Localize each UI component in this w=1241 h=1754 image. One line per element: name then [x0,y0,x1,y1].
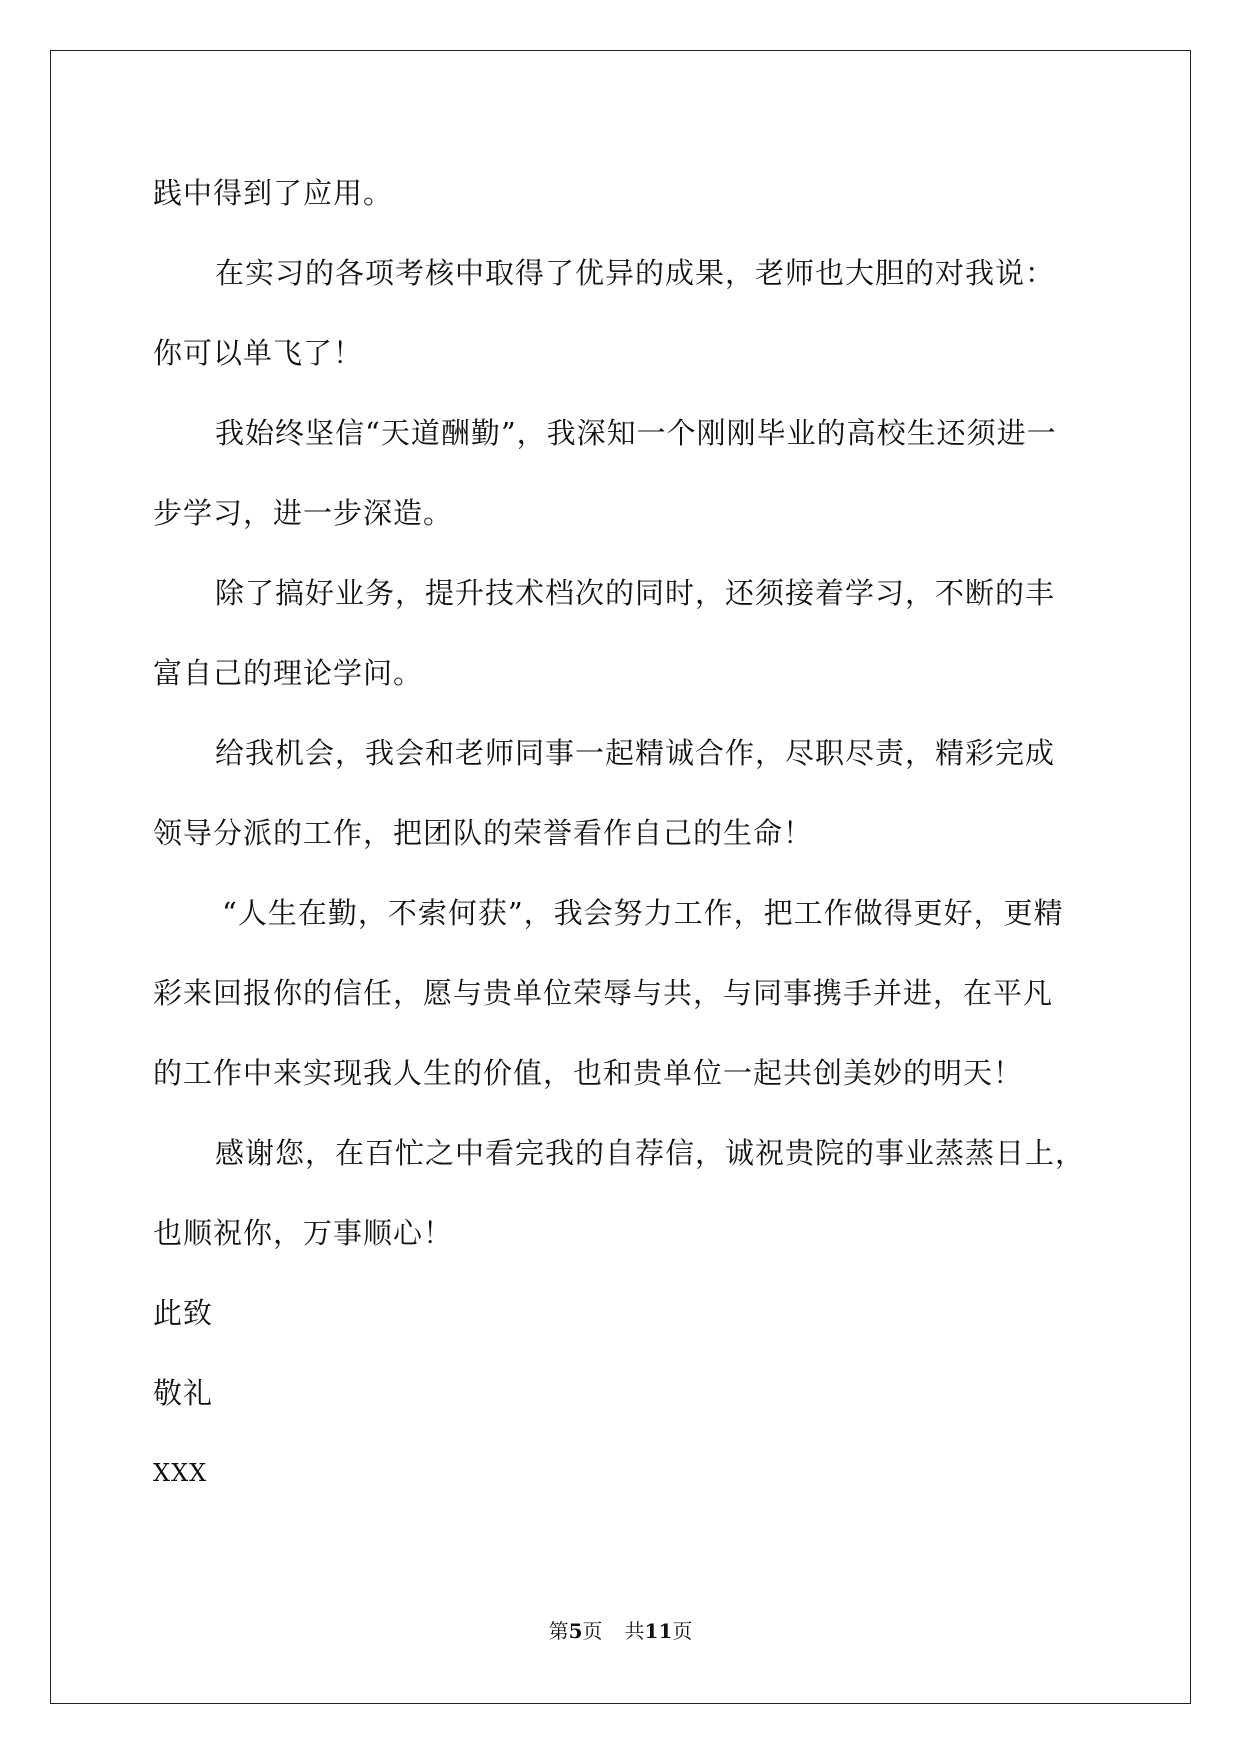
page-total: 11 [644,1619,673,1643]
total-prefix: 共 [624,1619,645,1643]
signature-name: XXX [153,1459,208,1487]
closing-salutation: 此致 [153,1296,214,1330]
paragraph-start-line: 除了搞好业务，提升技术档次的同时，还须接着学习，不断的丰 [215,576,1056,610]
paragraph-start-line: 感谢您，在百忙之中看完我的自荐信，诚祝贵院的事业蒸蒸日上， [215,1136,1086,1170]
text-line: 步学习，进一步深造。 [153,496,454,530]
paragraph-start-line: “人生在勤，不索何获”，我会努力工作，把工作做得更好，更精 [222,896,1064,930]
text-line: 也顺祝你，万事顺心！ [153,1216,454,1250]
page-prefix: 第 [548,1619,569,1643]
page-unit: 页 [582,1619,603,1643]
page-frame [50,50,1191,1704]
total-unit: 页 [672,1619,693,1643]
text-line: 践中得到了应用。 [153,176,394,210]
text-line: 领导分派的工作，把团队的荣誉看作自己的生命！ [153,816,814,850]
paragraph-start-line: 我始终坚信“天道酬勤”，我深知一个刚刚毕业的高校生还须进一 [215,416,1057,450]
page-current: 5 [568,1619,583,1643]
paragraph-start-line: 在实习的各项考核中取得了优异的成果，老师也大胆的对我说： [215,256,1056,290]
text-line: 富自己的理论学问。 [153,656,424,690]
page-number [0,1619,1241,1643]
closing-regards: 敬礼 [153,1376,214,1410]
text-line: 的工作中来实现我人生的价值，也和贵单位一起共创美妙的明天！ [153,1056,1024,1090]
text-line: 彩来回报你的信任，愿与贵单位荣辱与共，与同事携手并进，在平凡 [153,976,1054,1010]
paragraph-start-line: 给我机会，我会和老师同事一起精诚合作，尽职尽责，精彩完成 [215,736,1056,770]
text-line: 你可以单飞了！ [153,336,364,370]
